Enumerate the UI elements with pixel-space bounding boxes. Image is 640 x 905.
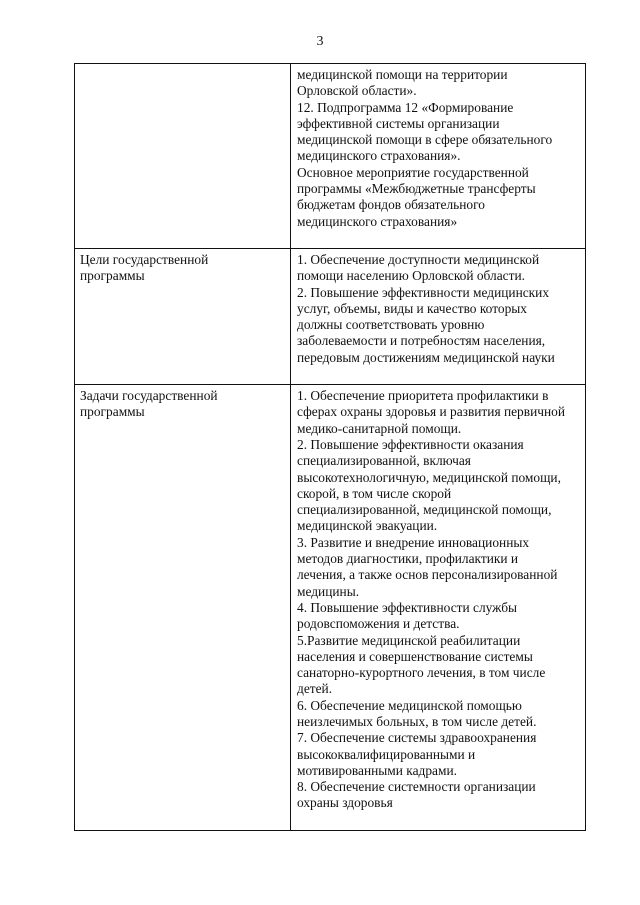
text-line: заболеваемости и потребностям населения, [297, 333, 546, 349]
text-line: медицинского страхования». [297, 148, 461, 164]
text-line: услуг, объемы, виды и качество которых [297, 300, 527, 316]
text-line: 1. Обеспечение приоритета профилактики в [297, 388, 549, 404]
text-line: 1. Обеспечение доступности медицинской [297, 251, 540, 267]
text-line: помощи населению Орловской области. [297, 268, 525, 284]
label-cell-tasks [75, 385, 291, 831]
text-line: родовспоможения и детства. [297, 616, 460, 632]
text-line: методов диагностики, профилактики и [297, 551, 519, 567]
text-line: высокотехнологичную, медицинской помощи, [297, 469, 561, 485]
text-line: скорой, в том числе скорой [297, 485, 452, 501]
text-line: специализированной, включая [297, 453, 471, 469]
text-line: должны соответствовать уровню [297, 317, 485, 333]
label-cell-goals [75, 248, 291, 384]
text-line: 6. Обеспечение медицинской помощью [297, 697, 522, 713]
table-row-tasks [75, 385, 586, 831]
table-row-goals [75, 248, 586, 384]
text-line: Орловской области». [297, 83, 417, 99]
text-line: бюджетам фондов обязательного [297, 197, 485, 213]
text-line: сферах охраны здоровья и развития первичной [297, 404, 566, 420]
row-label: программы [80, 268, 145, 284]
text-line: 2. Повышение эффективности медицинских [297, 284, 550, 300]
text-line: специализированной, медицинской помощи, [297, 502, 552, 518]
text-line: медико-санитарной помощи. [297, 420, 462, 436]
row-label: Цели государственной [80, 251, 209, 267]
table-row-continuation [75, 64, 586, 249]
text-line: мотивированными кадрами. [297, 762, 457, 778]
text-line: медицины. [297, 583, 360, 599]
label-cell-empty [75, 64, 291, 249]
text-line: программы «Межбюджетные трансферты [297, 181, 536, 197]
text-line: 5.Развитие медицинской реабилитации [297, 632, 521, 648]
text-line: высококвалифицированными и [297, 746, 476, 762]
text-line: населения и совершенствование системы [297, 648, 533, 664]
text-line: эффективной системы организации [297, 115, 500, 131]
text-line: передовым достижениям медицинской науки [297, 349, 555, 365]
text-line: 4. Повышение эффективности службы [297, 599, 518, 615]
text-line: лечения, а также основ персонализированной [297, 567, 558, 583]
text-line: медицинского страхования» [297, 213, 458, 229]
content-cell-tasks [291, 385, 586, 831]
row-label: Задачи государственной [80, 388, 218, 404]
text-line: медицинской эвакуации. [297, 518, 438, 534]
text-line: санаторно-курортного лечения, в том числе [297, 665, 546, 681]
text-line: неизлечимых больных, в том числе детей. [297, 713, 537, 729]
content-cell-subprograms [291, 64, 586, 249]
row-label: программы [80, 404, 145, 420]
text-line: 7. Обеспечение системы здравоохранения [297, 730, 537, 746]
text-line: медицинской помощи на территории [297, 67, 508, 82]
page-number: 3 [316, 34, 324, 49]
text-line: 8. Обеспечение системности организации [297, 779, 536, 795]
program-passport-table [74, 63, 586, 831]
text-line: медицинской помощи в сфере обязательного [297, 132, 553, 148]
text-line: охраны здоровья [297, 795, 393, 811]
text-line: детей. [297, 681, 333, 697]
text-line: 3. Развитие и внедрение инновационных [297, 534, 530, 550]
text-line: Основное мероприятие государственной [297, 164, 529, 180]
text-line: 12. Подпрограмма 12 «Формирование [297, 99, 514, 115]
content-cell-goals [291, 248, 586, 384]
text-line: 2. Повышение эффективности оказания [297, 436, 524, 452]
